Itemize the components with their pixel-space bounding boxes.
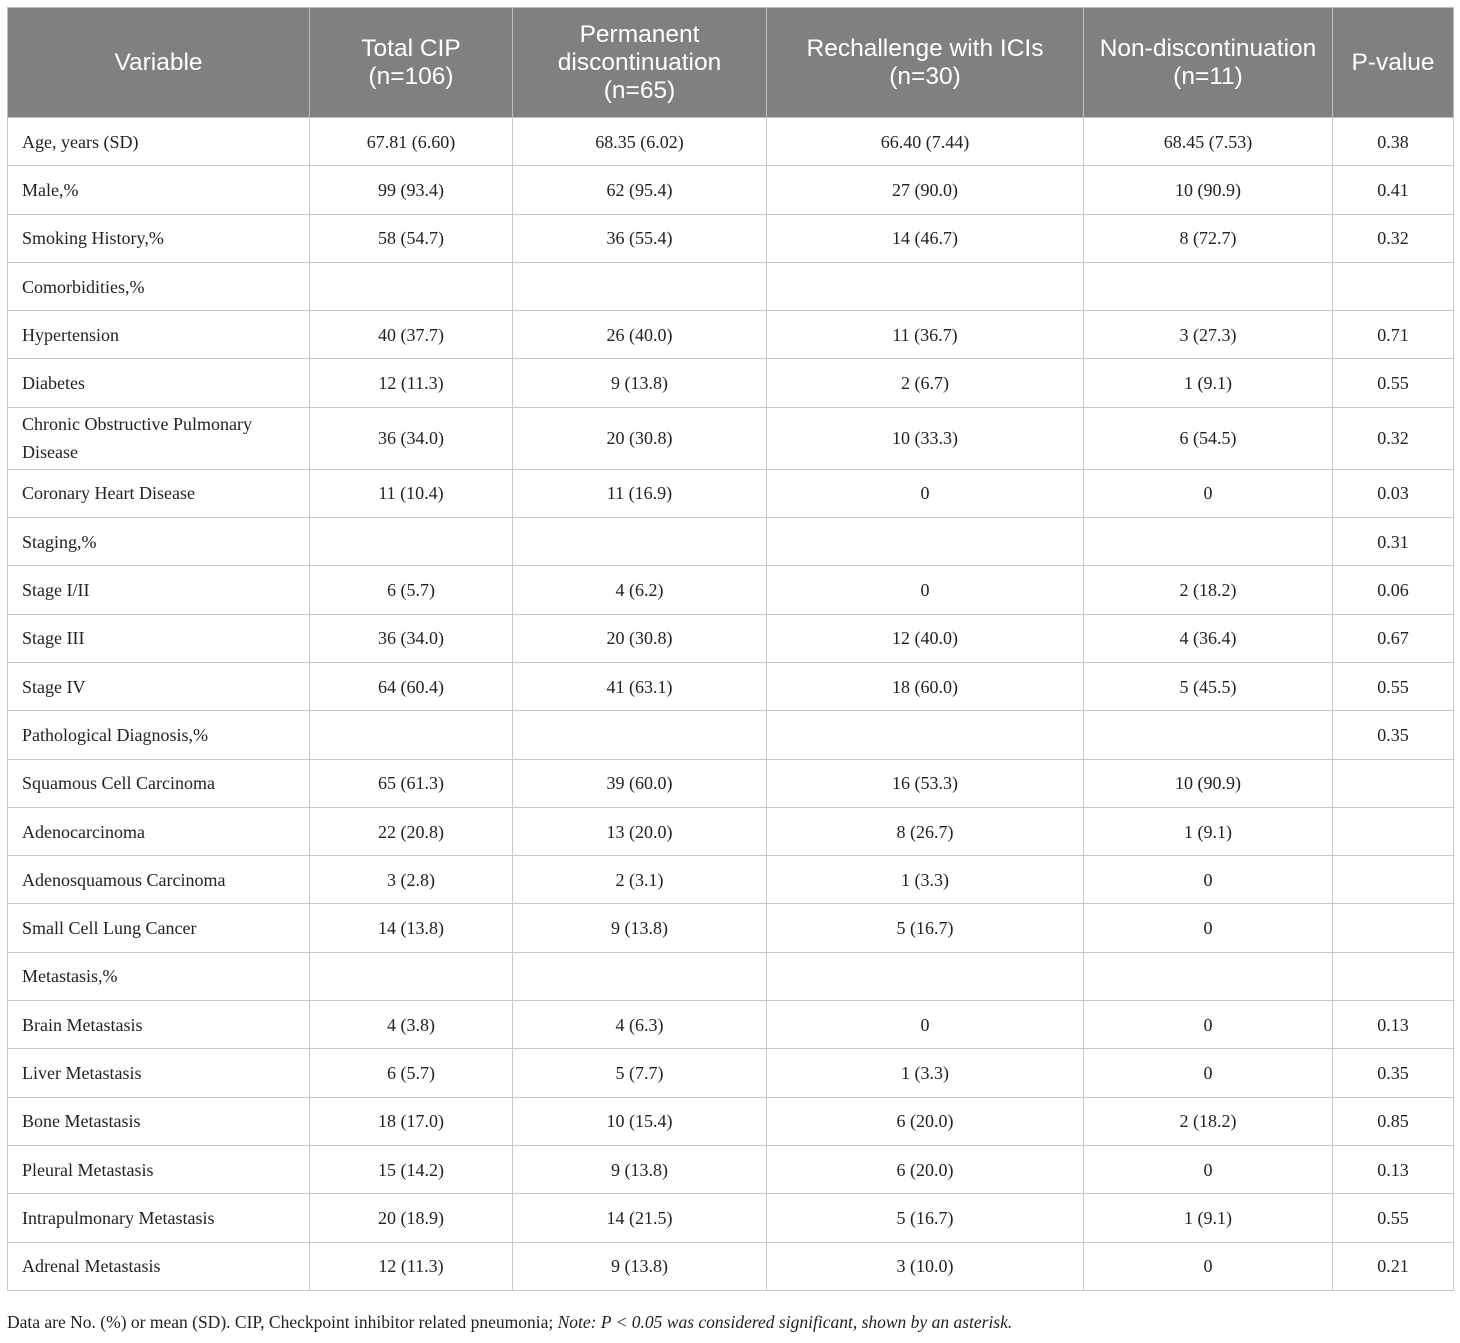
header-p-value: P-value [1333, 8, 1454, 118]
cell-rechallenge: 6 (20.0) [767, 1097, 1084, 1145]
cell-total-cip: 36 (34.0) [310, 614, 513, 662]
cell-permanent-discontinuation: 5 (7.7) [513, 1049, 767, 1097]
table-row [8, 118, 1454, 166]
cell-p-value: 0.13 [1333, 1001, 1454, 1049]
cell-variable: Diabetes [8, 359, 310, 407]
cell-p-value [1333, 759, 1454, 807]
cell-p-value: 0.03 [1333, 469, 1454, 517]
cell-rechallenge: 14 (46.7) [767, 214, 1084, 262]
table-row [8, 662, 1454, 710]
cell-p-value: 0.38 [1333, 118, 1454, 166]
cell-rechallenge: 6 (20.0) [767, 1145, 1084, 1193]
footnote-text: Data are No. (%) or mean (SD). CIP, Checkpoint inhibitor related pneumonia; [7, 1312, 558, 1332]
cell-rechallenge: 1 (3.3) [767, 856, 1084, 904]
cell-variable: Adenosquamous Carcinoma [8, 856, 310, 904]
cell-permanent-discontinuation: 14 (21.5) [513, 1194, 767, 1242]
cell-variable: Staging,% [8, 518, 310, 566]
cell-non-discontinuation: 10 (90.9) [1084, 166, 1333, 214]
cell-variable: Metastasis,% [8, 952, 310, 1000]
cell-total-cip: 6 (5.7) [310, 1049, 513, 1097]
table-row [8, 807, 1454, 855]
cell-p-value: 0.32 [1333, 214, 1454, 262]
cell-non-discontinuation: 6 (54.5) [1084, 407, 1333, 469]
cell-variable: Squamous Cell Carcinoma [8, 759, 310, 807]
cell-non-discontinuation: 5 (45.5) [1084, 662, 1333, 710]
cell-rechallenge: 8 (26.7) [767, 807, 1084, 855]
cell-rechallenge: 0 [767, 1001, 1084, 1049]
cell-non-discontinuation: 0 [1084, 1242, 1333, 1290]
cell-permanent-discontinuation: 13 (20.0) [513, 807, 767, 855]
cell-non-discontinuation: 1 (9.1) [1084, 807, 1333, 855]
table-row [8, 1194, 1454, 1242]
cell-p-value: 0.71 [1333, 311, 1454, 359]
cell-total-cip: 15 (14.2) [310, 1145, 513, 1193]
cell-total-cip: 22 (20.8) [310, 807, 513, 855]
cell-non-discontinuation: 0 [1084, 1049, 1333, 1097]
cell-non-discontinuation [1084, 262, 1333, 310]
cell-non-discontinuation: 0 [1084, 904, 1333, 952]
cell-p-value: 0.32 [1333, 407, 1454, 469]
cell-variable: Liver Metastasis [8, 1049, 310, 1097]
table-row [8, 166, 1454, 214]
cell-rechallenge: 18 (60.0) [767, 662, 1084, 710]
cell-rechallenge [767, 518, 1084, 566]
cell-non-discontinuation: 1 (9.1) [1084, 359, 1333, 407]
table-row [8, 1097, 1454, 1145]
cell-rechallenge: 10 (33.3) [767, 407, 1084, 469]
table-row [8, 1145, 1454, 1193]
header-total-cip: Total CIP (n=106) [310, 8, 513, 118]
cell-variable: Age, years (SD) [8, 118, 310, 166]
cell-total-cip [310, 952, 513, 1000]
cell-permanent-discontinuation: 41 (63.1) [513, 662, 767, 710]
cell-rechallenge: 0 [767, 566, 1084, 614]
cell-total-cip: 67.81 (6.60) [310, 118, 513, 166]
cell-non-discontinuation: 0 [1084, 856, 1333, 904]
table-row [8, 1242, 1454, 1290]
cell-variable: Brain Metastasis [8, 1001, 310, 1049]
table-row [8, 469, 1454, 517]
table-row [8, 614, 1454, 662]
cell-total-cip: 36 (34.0) [310, 407, 513, 469]
header-row [8, 8, 1454, 118]
cell-non-discontinuation: 0 [1084, 469, 1333, 517]
table-row [8, 518, 1454, 566]
header-variable: Variable [8, 8, 310, 118]
table-row [8, 952, 1454, 1000]
cell-non-discontinuation [1084, 711, 1333, 759]
cell-rechallenge: 3 (10.0) [767, 1242, 1084, 1290]
cell-total-cip: 20 (18.9) [310, 1194, 513, 1242]
cell-variable: Hypertension [8, 311, 310, 359]
cell-variable: Stage III [8, 614, 310, 662]
cell-rechallenge: 27 (90.0) [767, 166, 1084, 214]
cell-variable: Coronary Heart Disease [8, 469, 310, 517]
cell-total-cip: 3 (2.8) [310, 856, 513, 904]
cell-variable: Male,% [8, 166, 310, 214]
cell-total-cip: 12 (11.3) [310, 1242, 513, 1290]
cell-rechallenge: 66.40 (7.44) [767, 118, 1084, 166]
cell-permanent-discontinuation: 11 (16.9) [513, 469, 767, 517]
table-body [8, 118, 1454, 1291]
cell-permanent-discontinuation: 39 (60.0) [513, 759, 767, 807]
cell-total-cip: 12 (11.3) [310, 359, 513, 407]
header-rechallenge: Rechallenge with ICIs (n=30) [767, 8, 1084, 118]
cell-p-value: 0.85 [1333, 1097, 1454, 1145]
cell-permanent-discontinuation: 10 (15.4) [513, 1097, 767, 1145]
cell-rechallenge: 16 (53.3) [767, 759, 1084, 807]
cell-variable: Chronic Obstructive Pulmonary Disease [8, 407, 310, 469]
cell-non-discontinuation: 0 [1084, 1145, 1333, 1193]
table-row [8, 311, 1454, 359]
cell-permanent-discontinuation: 36 (55.4) [513, 214, 767, 262]
cell-non-discontinuation: 4 (36.4) [1084, 614, 1333, 662]
cell-p-value: 0.35 [1333, 1049, 1454, 1097]
cell-p-value [1333, 952, 1454, 1000]
cell-p-value: 0.35 [1333, 711, 1454, 759]
baseline-characteristics-table [7, 7, 1454, 1291]
cell-variable: Adrenal Metastasis [8, 1242, 310, 1290]
cell-total-cip [310, 518, 513, 566]
cell-permanent-discontinuation: 9 (13.8) [513, 1145, 767, 1193]
cell-non-discontinuation: 2 (18.2) [1084, 1097, 1333, 1145]
cell-permanent-discontinuation: 9 (13.8) [513, 359, 767, 407]
header-permanent-discontinuation: Permanent discontinuation (n=65) [513, 8, 767, 118]
cell-p-value [1333, 856, 1454, 904]
table-row [8, 1001, 1454, 1049]
cell-p-value: 0.67 [1333, 614, 1454, 662]
cell-non-discontinuation: 0 [1084, 1001, 1333, 1049]
cell-rechallenge [767, 952, 1084, 1000]
cell-total-cip [310, 262, 513, 310]
cell-variable: Adenocarcinoma [8, 807, 310, 855]
cell-variable: Pathological Diagnosis,% [8, 711, 310, 759]
cell-p-value: 0.31 [1333, 518, 1454, 566]
cell-non-discontinuation: 8 (72.7) [1084, 214, 1333, 262]
table-row [8, 407, 1454, 469]
cell-rechallenge: 2 (6.7) [767, 359, 1084, 407]
cell-p-value [1333, 262, 1454, 310]
cell-p-value: 0.21 [1333, 1242, 1454, 1290]
cell-variable: Comorbidities,% [8, 262, 310, 310]
cell-permanent-discontinuation: 4 (6.2) [513, 566, 767, 614]
cell-rechallenge [767, 711, 1084, 759]
cell-p-value: 0.55 [1333, 1194, 1454, 1242]
cell-total-cip [310, 711, 513, 759]
cell-non-discontinuation [1084, 952, 1333, 1000]
cell-total-cip: 58 (54.7) [310, 214, 513, 262]
cell-permanent-discontinuation [513, 262, 767, 310]
cell-total-cip: 40 (37.7) [310, 311, 513, 359]
cell-total-cip: 64 (60.4) [310, 662, 513, 710]
cell-permanent-discontinuation: 26 (40.0) [513, 311, 767, 359]
cell-non-discontinuation [1084, 518, 1333, 566]
cell-total-cip: 99 (93.4) [310, 166, 513, 214]
cell-permanent-discontinuation: 68.35 (6.02) [513, 118, 767, 166]
cell-total-cip: 6 (5.7) [310, 566, 513, 614]
cell-variable: Intrapulmonary Metastasis [8, 1194, 310, 1242]
table-row [8, 759, 1454, 807]
table-row [8, 1049, 1454, 1097]
cell-non-discontinuation: 1 (9.1) [1084, 1194, 1333, 1242]
cell-non-discontinuation: 68.45 (7.53) [1084, 118, 1333, 166]
cell-non-discontinuation: 2 (18.2) [1084, 566, 1333, 614]
cell-total-cip: 65 (61.3) [310, 759, 513, 807]
cell-p-value: 0.13 [1333, 1145, 1454, 1193]
footnote-note: Note: P < 0.05 was considered significant, shown by an asterisk. [557, 1312, 1013, 1332]
table-row [8, 262, 1454, 310]
cell-total-cip: 11 (10.4) [310, 469, 513, 517]
table-row [8, 359, 1454, 407]
cell-total-cip: 4 (3.8) [310, 1001, 513, 1049]
cell-permanent-discontinuation: 20 (30.8) [513, 407, 767, 469]
cell-total-cip: 18 (17.0) [310, 1097, 513, 1145]
cell-variable: Stage IV [8, 662, 310, 710]
cell-variable: Smoking History,% [8, 214, 310, 262]
table-row [8, 214, 1454, 262]
cell-p-value: 0.55 [1333, 662, 1454, 710]
cell-p-value [1333, 807, 1454, 855]
cell-permanent-discontinuation: 9 (13.8) [513, 1242, 767, 1290]
table-row [8, 904, 1454, 952]
cell-variable: Stage I/II [8, 566, 310, 614]
table-footnote [7, 1312, 1012, 1333]
cell-non-discontinuation: 3 (27.3) [1084, 311, 1333, 359]
cell-p-value: 0.41 [1333, 166, 1454, 214]
cell-rechallenge: 5 (16.7) [767, 904, 1084, 952]
cell-permanent-discontinuation: 4 (6.3) [513, 1001, 767, 1049]
cell-variable: Small Cell Lung Cancer [8, 904, 310, 952]
cell-p-value: 0.06 [1333, 566, 1454, 614]
cell-p-value: 0.55 [1333, 359, 1454, 407]
cell-permanent-discontinuation [513, 711, 767, 759]
cell-rechallenge [767, 262, 1084, 310]
cell-permanent-discontinuation: 2 (3.1) [513, 856, 767, 904]
cell-rechallenge: 12 (40.0) [767, 614, 1084, 662]
cell-permanent-discontinuation: 9 (13.8) [513, 904, 767, 952]
cell-permanent-discontinuation [513, 952, 767, 1000]
table-row [8, 856, 1454, 904]
table-row [8, 566, 1454, 614]
cell-total-cip: 14 (13.8) [310, 904, 513, 952]
table-row [8, 711, 1454, 759]
cell-rechallenge: 0 [767, 469, 1084, 517]
cell-rechallenge: 5 (16.7) [767, 1194, 1084, 1242]
cell-permanent-discontinuation: 62 (95.4) [513, 166, 767, 214]
cell-non-discontinuation: 10 (90.9) [1084, 759, 1333, 807]
cell-permanent-discontinuation: 20 (30.8) [513, 614, 767, 662]
header-non-discontinuation: Non-discontinuation (n=11) [1084, 8, 1333, 118]
cell-p-value [1333, 904, 1454, 952]
cell-variable: Bone Metastasis [8, 1097, 310, 1145]
cell-permanent-discontinuation [513, 518, 767, 566]
cell-variable: Pleural Metastasis [8, 1145, 310, 1193]
cell-rechallenge: 1 (3.3) [767, 1049, 1084, 1097]
cell-rechallenge: 11 (36.7) [767, 311, 1084, 359]
